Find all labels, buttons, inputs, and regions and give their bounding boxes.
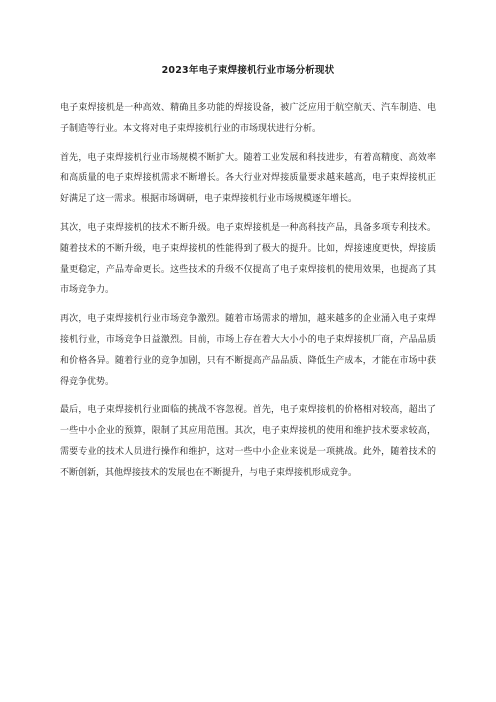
paragraph-challenges: 最后，电子束焊接机行业面临的挑战不容忽视。首先，电子束焊接机的价格相对较高，超出了一些中小企业的预算，限制了其应用范围。其次，电子束焊接机的使用和维护技术要求较高，需要专业的技术人员进行操作和维护，这对一些中小企业来说是一项挑战。此外，随着技术的不断创新，其他焊接技术的发展也在不断提升，与电子束焊接机形成竞争。 (60, 405, 436, 478)
paragraph-technology: 其次，电子束焊接机的技术不断升级。电子束焊接机是一种高科技产品，具备多项专利技术。随着技术的不断升级，电子束焊接机的性能得到了极大的提升。比如，焊接速度更快，焊接质量更稳定，产品寿命更长。这些技术的升级不仅提高了电子束焊接机的使用效果，也提高了其市场竞争力。 (60, 222, 436, 296)
paragraph-competition: 再次，电子束焊接机行业市场竞争激烈。随着市场需求的增加，越来越多的企业涌入电子束焊接机行业，市场竞争日益激烈。目前，市场上存在着大大小小的电子束焊接机厂商，产品品质和价格各异。随着行业的竞争加剧，只有不断提高产品品质、降低生产成本，才能在市场中获得竞争优势。 (60, 314, 436, 387)
paragraph-market-size: 首先，电子束焊接机行业市场规模不断扩大。随着工业发展和科技进步，有着高精度、高效率和高质量的电子束焊接机需求不断增长。各大行业对焊接质量要求越来越高，电子束焊接机正好满足了这一需求。根据市场调研，电子束焊接机行业市场规模逐年增长。 (60, 152, 436, 205)
document-title: 2023年电子束焊接机行业市场分析现状 (161, 65, 335, 76)
paragraph-intro: 电子束焊接机是一种高效、精确且多功能的焊接设备，被广泛应用于航空航天、汽车制造、电子制造等行业。本文将对电子束焊接机行业的市场现状进行分析。 (60, 103, 436, 134)
